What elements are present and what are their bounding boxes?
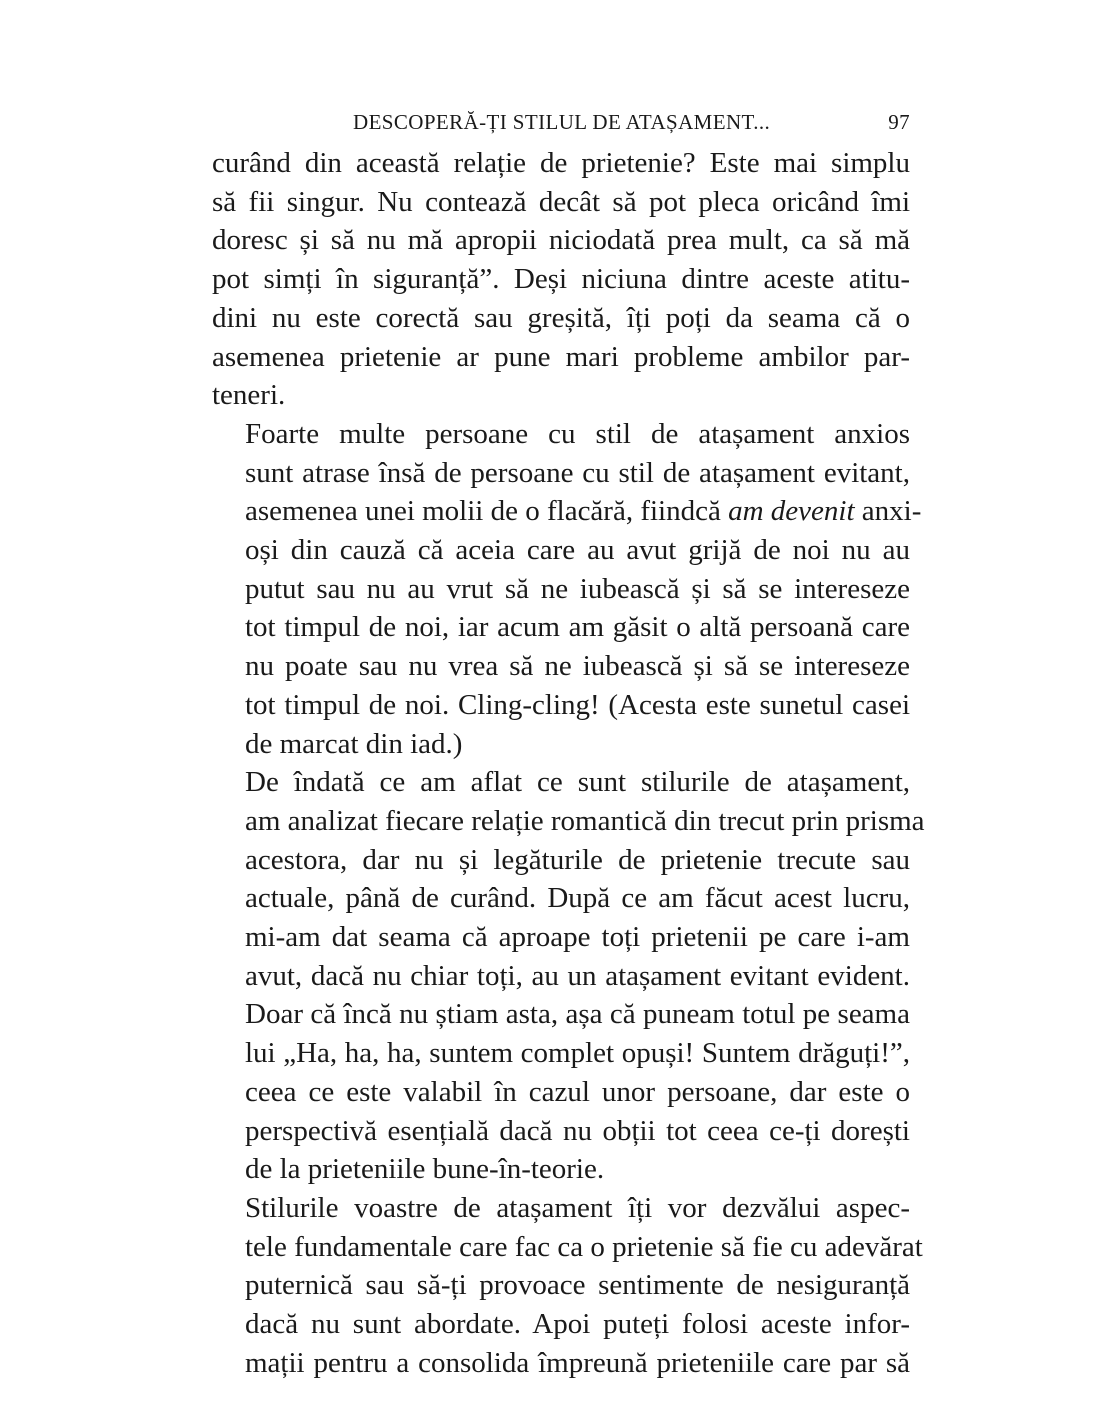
text-line: perspectivă esențială dacă nu obții tot ceea ce-ți dorești: [245, 1114, 910, 1147]
running-title: DESCOPERĂ-ȚI STILUL DE ATAȘAMENT...: [353, 110, 771, 134]
paragraph: [212, 144, 910, 415]
text-line: [212, 492, 922, 531]
text-line: tot timpul de noi. Cling-cling! (Acesta este sunetul casei: [245, 688, 910, 721]
text-line: tele fundamentale care fac ca o prietenie să fie cu adevărat: [245, 1230, 923, 1263]
text-line: avut, dacă nu chiar toți, au un atașament evitant evident.: [245, 959, 910, 992]
text-line: puternică sau să-ți provoace sentimente de nesiguranță: [245, 1269, 910, 1302]
text-line: să fii singur. Nu contează decât să pot pleca oricând îmi: [212, 185, 910, 218]
text-line: Doar că încă nu știam asta, așa că puneam totul pe seama: [245, 998, 910, 1031]
paragraph: [212, 763, 925, 1189]
book-page: [212, 100, 925, 1383]
text-line: nu poate sau nu vrea să ne iubească și să se intereseze: [245, 650, 910, 683]
text-line: curând din această relație de prietenie? Este mai simplu: [212, 147, 910, 179]
text-segment: anxi-: [854, 495, 922, 528]
text-line: teneri.: [212, 379, 286, 412]
running-head: [212, 100, 910, 144]
paragraph: [212, 1189, 923, 1383]
text-line: dini nu este corectă sau greșită, îți poți da seama că o: [212, 301, 910, 334]
text-line: am analizat fiecare relație romantică din trecut prin prisma: [245, 804, 925, 837]
text-line: de marcat din iad.): [245, 727, 463, 760]
text-line: dacă nu sunt abordate. Apoi puteți folosi aceste infor-: [245, 1308, 910, 1341]
text-line: mi-am dat seama că aproape toți prietenii pe care i-am: [245, 921, 910, 954]
text-line: doresc și să nu mă apropii niciodată prea mult, ca să mă: [212, 224, 910, 257]
page-number: 97: [888, 110, 910, 134]
text-line: putut sau nu au vrut să ne iubească și să se intereseze: [245, 572, 910, 605]
text-line: Foarte multe persoane cu stil de atașament anxios: [245, 417, 910, 450]
text-line: asemenea prietenie ar pune mari probleme ambilor par-: [212, 340, 910, 373]
body-text: [212, 144, 925, 1383]
text-line: de la prieteniile bune-în-teorie.: [245, 1153, 605, 1186]
text-segment: asemenea unei molii de o flacără, fiindcă: [245, 495, 729, 528]
text-line: actuale, până de curând. După ce am făcut acest lucru,: [245, 882, 910, 915]
text-line: acestora, dar nu și legăturile de prietenie trecute sau: [245, 843, 910, 876]
text-line: ceea ce este valabil în cazul unor persoane, dar este o: [245, 1075, 910, 1108]
paragraph: [212, 415, 922, 763]
text-line: pot simți în siguranță”. Deși niciuna dintre aceste atitu-: [212, 263, 910, 296]
text-line: oși din cauză că aceia care au avut grijă de noi nu au: [245, 534, 910, 567]
text-line: Stilurile voastre de atașament îți vor dezvălui aspec-: [245, 1191, 910, 1224]
text-line: mații pentru a consolida împreună prieteniile care par să: [245, 1346, 910, 1379]
text-line: lui „Ha, ha, ha, suntem complet opuși! Suntem drăguți!”,: [245, 1037, 910, 1070]
text-line: De îndată ce am aflat ce sunt stilurile de atașament,: [245, 766, 910, 799]
text-line: tot timpul de noi, iar acum am găsit o altă persoană care: [245, 611, 910, 644]
italic-phrase: am devenit: [728, 495, 855, 528]
text-line: sunt atrase însă de persoane cu stil de atașament evitant,: [245, 456, 910, 489]
